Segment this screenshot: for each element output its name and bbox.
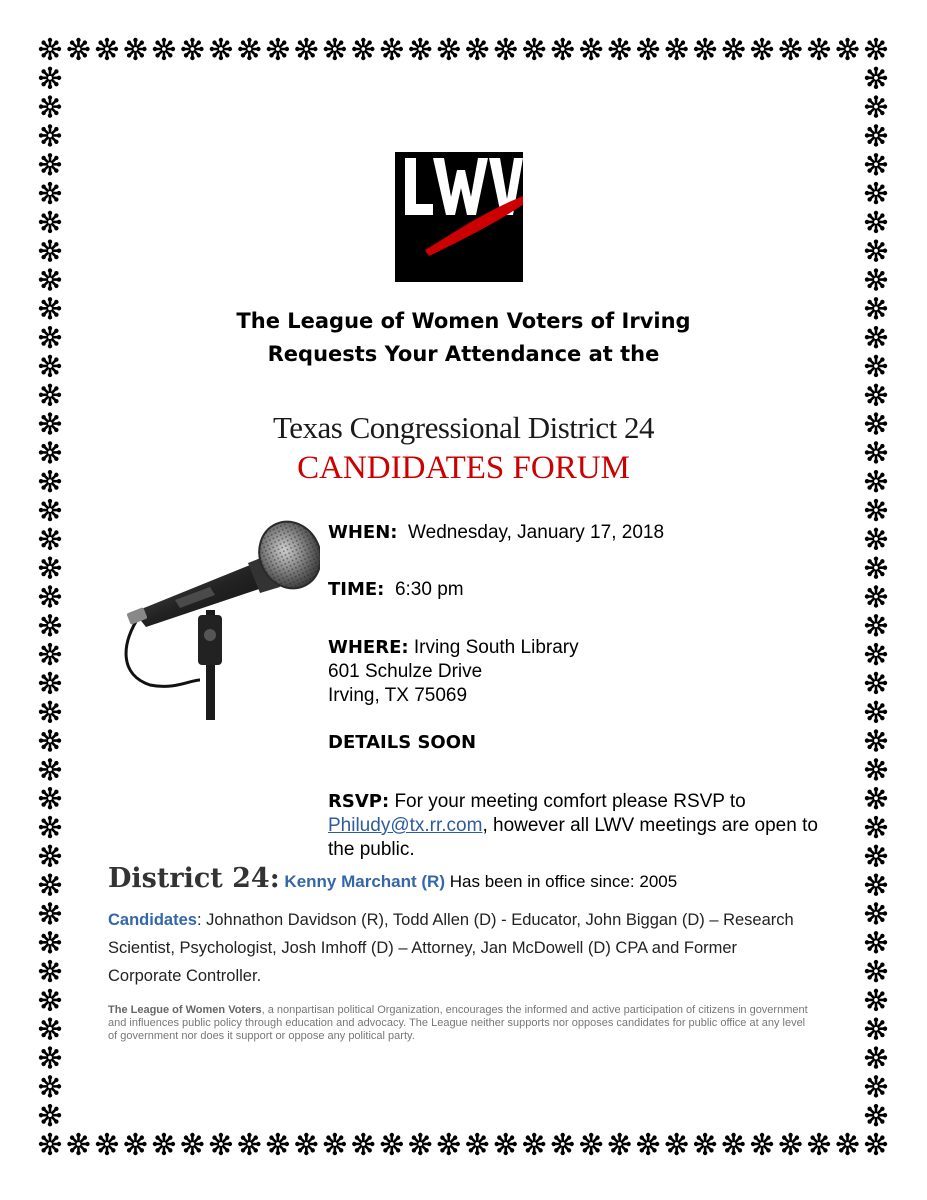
asterisk-ornament-icon — [808, 38, 830, 60]
asterisk-ornament-icon — [39, 787, 61, 809]
asterisk-ornament-icon — [39, 38, 61, 60]
where-city: Irving, TX 75069 — [328, 685, 468, 706]
asterisk-ornament-icon — [39, 240, 61, 262]
asterisk-ornament-icon — [39, 585, 61, 607]
invitation-heading: Requests Your Attendance at the — [267, 342, 660, 366]
asterisk-ornament-icon — [39, 1075, 61, 1097]
asterisk-ornament-icon — [865, 989, 887, 1011]
asterisk-ornament-icon — [865, 38, 887, 60]
asterisk-ornament-icon — [495, 38, 517, 60]
where-label: WHERE: — [328, 637, 409, 658]
rsvp-email-link[interactable]: Philudy@tx.rr.com — [328, 815, 483, 836]
asterisk-ornament-icon — [865, 499, 887, 521]
asterisk-ornament-icon — [865, 124, 887, 146]
asterisk-ornament-icon — [210, 1133, 232, 1155]
where-venue: Irving South Library — [413, 637, 579, 658]
asterisk-ornament-icon — [39, 182, 61, 204]
asterisk-ornament-icon — [608, 38, 630, 60]
asterisk-ornament-icon — [438, 1133, 460, 1155]
asterisk-ornament-icon — [39, 528, 61, 550]
asterisk-ornament-icon — [39, 384, 61, 406]
asterisk-ornament-icon — [39, 845, 61, 867]
asterisk-ornament-icon — [39, 758, 61, 780]
asterisk-ornament-icon — [865, 95, 887, 117]
asterisk-ornament-icon — [39, 1046, 61, 1068]
asterisk-ornament-icon — [466, 1133, 488, 1155]
asterisk-ornament-icon — [39, 989, 61, 1011]
asterisk-ornament-icon — [722, 1133, 744, 1155]
asterisk-ornament-icon — [67, 38, 89, 60]
asterisk-ornament-icon — [39, 960, 61, 982]
asterisk-ornament-icon — [295, 1133, 317, 1155]
asterisk-ornament-icon — [324, 38, 346, 60]
asterisk-ornament-icon — [751, 38, 773, 60]
asterisk-ornament-icon — [665, 38, 687, 60]
asterisk-ornament-icon — [779, 1133, 801, 1155]
when-label: WHEN: — [328, 522, 398, 543]
asterisk-ornament-icon — [67, 1133, 89, 1155]
when-row — [328, 521, 664, 545]
asterisk-ornament-icon — [39, 643, 61, 665]
asterisk-ornament-icon — [865, 240, 887, 262]
asterisk-ornament-icon — [39, 729, 61, 751]
details-soon-label: DETAILS SOON — [328, 732, 477, 753]
asterisk-ornament-icon — [580, 1133, 602, 1155]
asterisk-ornament-icon — [39, 816, 61, 838]
incumbent-since: Has been in office since: 2005 — [449, 872, 678, 891]
asterisk-ornament-icon — [865, 67, 887, 89]
asterisk-ornament-icon — [865, 845, 887, 867]
asterisk-ornament-icon — [665, 1133, 687, 1155]
event-title: Texas Congressional District 24 — [273, 410, 654, 445]
asterisk-ornament-icon — [96, 1133, 118, 1155]
asterisk-ornament-icon — [865, 384, 887, 406]
asterisk-ornament-icon — [836, 1133, 858, 1155]
asterisk-ornament-icon — [836, 38, 858, 60]
asterisk-ornament-icon — [865, 528, 887, 550]
forum-title: CANDIDATES FORUM — [297, 450, 630, 486]
organization-heading: The League of Women Voters of Irving — [236, 309, 691, 333]
asterisk-ornament-icon — [865, 960, 887, 982]
asterisk-ornament-icon — [39, 556, 61, 578]
asterisk-ornament-icon — [694, 38, 716, 60]
asterisk-ornament-icon — [865, 816, 887, 838]
asterisk-ornament-icon — [495, 1133, 517, 1155]
asterisk-ornament-icon — [181, 38, 203, 60]
asterisk-ornament-icon — [39, 614, 61, 636]
asterisk-ornament-icon — [39, 1104, 61, 1126]
time-value: 6:30 pm — [394, 579, 464, 600]
asterisk-ornament-icon — [39, 1133, 61, 1155]
asterisk-ornament-icon — [865, 643, 887, 665]
asterisk-ornament-icon — [865, 1075, 887, 1097]
disclaimer-org: The League of Women Voters — [108, 1004, 262, 1016]
asterisk-ornament-icon — [210, 38, 232, 60]
asterisk-ornament-icon — [39, 268, 61, 290]
asterisk-ornament-icon — [551, 38, 573, 60]
asterisk-ornament-icon — [694, 1133, 716, 1155]
asterisk-ornament-icon — [865, 873, 887, 895]
asterisk-ornament-icon — [865, 268, 887, 290]
candidates-label: Candidates — [108, 911, 197, 929]
asterisk-ornament-icon — [39, 153, 61, 175]
asterisk-ornament-icon — [865, 585, 887, 607]
asterisk-ornament-icon — [39, 1018, 61, 1040]
asterisk-ornament-icon — [865, 153, 887, 175]
asterisk-ornament-icon — [124, 1133, 146, 1155]
rsvp-block — [328, 790, 818, 862]
asterisk-ornament-icon — [39, 95, 61, 117]
asterisk-ornament-icon — [96, 38, 118, 60]
where-block — [328, 636, 579, 708]
incumbent-name: Kenny Marchant (R) — [284, 872, 445, 891]
asterisk-ornament-icon — [722, 38, 744, 60]
district-label: District 24: — [108, 863, 280, 894]
asterisk-ornament-icon — [865, 787, 887, 809]
asterisk-ornament-icon — [39, 672, 61, 694]
asterisk-ornament-icon — [39, 931, 61, 953]
asterisk-ornament-icon — [865, 672, 887, 694]
candidates-paragraph — [108, 906, 813, 990]
asterisk-ornament-icon — [523, 38, 545, 60]
asterisk-ornament-icon — [39, 701, 61, 723]
asterisk-ornament-icon — [438, 38, 460, 60]
asterisk-ornament-icon — [267, 38, 289, 60]
asterisk-ornament-icon — [381, 1133, 403, 1155]
asterisk-ornament-icon — [153, 1133, 175, 1155]
asterisk-ornament-icon — [352, 1133, 374, 1155]
asterisk-ornament-icon — [865, 182, 887, 204]
asterisk-ornament-icon — [865, 758, 887, 780]
time-label: TIME: — [328, 579, 385, 600]
asterisk-ornament-icon — [267, 1133, 289, 1155]
asterisk-ornament-icon — [238, 1133, 260, 1155]
asterisk-ornament-icon — [865, 1046, 887, 1068]
asterisk-ornament-icon — [295, 38, 317, 60]
asterisk-ornament-icon — [865, 556, 887, 578]
time-row — [328, 578, 464, 602]
asterisk-ornament-icon — [409, 38, 431, 60]
lwv-logo — [395, 152, 523, 282]
disclaimer-text: , a nonpartisan political Organization, encourages the informed and active participation of citizens in government and influences public policy through education and advocacy. The League neither supports nor opposes candidates for public office at any level of government nor does it support or oppose any political party. — [108, 1004, 808, 1042]
district-line — [108, 863, 677, 894]
asterisk-ornament-icon — [324, 1133, 346, 1155]
asterisk-ornament-icon — [39, 211, 61, 233]
asterisk-ornament-icon — [352, 38, 374, 60]
asterisk-ornament-icon — [751, 1133, 773, 1155]
disclaimer — [108, 1004, 813, 1043]
asterisk-ornament-icon — [238, 38, 260, 60]
where-street: 601 Schulze Drive — [328, 661, 483, 682]
asterisk-ornament-icon — [523, 1133, 545, 1155]
asterisk-ornament-icon — [637, 38, 659, 60]
asterisk-ornament-icon — [153, 38, 175, 60]
asterisk-ornament-icon — [865, 729, 887, 751]
rsvp-label: RSVP: — [328, 791, 390, 812]
asterisk-ornament-icon — [39, 67, 61, 89]
asterisk-ornament-icon — [779, 38, 801, 60]
asterisk-ornament-icon — [865, 902, 887, 924]
asterisk-ornament-icon — [381, 38, 403, 60]
microphone-icon — [120, 515, 320, 720]
asterisk-ornament-icon — [865, 931, 887, 953]
asterisk-ornament-icon — [865, 614, 887, 636]
asterisk-ornament-icon — [865, 1104, 887, 1126]
asterisk-ornament-icon — [637, 1133, 659, 1155]
rsvp-text-continued: , however all LWV meetings are open to the public. — [328, 815, 818, 860]
asterisk-ornament-icon — [409, 1133, 431, 1155]
asterisk-ornament-icon — [466, 38, 488, 60]
asterisk-ornament-icon — [608, 1133, 630, 1155]
asterisk-ornament-icon — [39, 124, 61, 146]
asterisk-ornament-icon — [39, 499, 61, 521]
details-note — [328, 731, 476, 755]
when-value: Wednesday, January 17, 2018 — [408, 522, 665, 543]
asterisk-ornament-icon — [808, 1133, 830, 1155]
asterisk-ornament-icon — [124, 38, 146, 60]
asterisk-ornament-icon — [865, 1018, 887, 1040]
asterisk-ornament-icon — [181, 1133, 203, 1155]
asterisk-ornament-icon — [39, 873, 61, 895]
asterisk-ornament-icon — [551, 1133, 573, 1155]
asterisk-ornament-icon — [39, 902, 61, 924]
asterisk-ornament-icon — [865, 1133, 887, 1155]
candidates-list: : Johnathon Davidson (R), Todd Allen (D) - Educator, John Biggan (D) – Research Scientist, Psychologist, Josh Imhoff (D) – Attorney, Jan McDowell (D) CPA and Former Corporate Controller. — [108, 911, 794, 985]
rsvp-text: For your meeting comfort please RSVP to — [394, 791, 746, 812]
asterisk-ornament-icon — [580, 38, 602, 60]
asterisk-ornament-icon — [865, 701, 887, 723]
asterisk-ornament-icon — [865, 211, 887, 233]
